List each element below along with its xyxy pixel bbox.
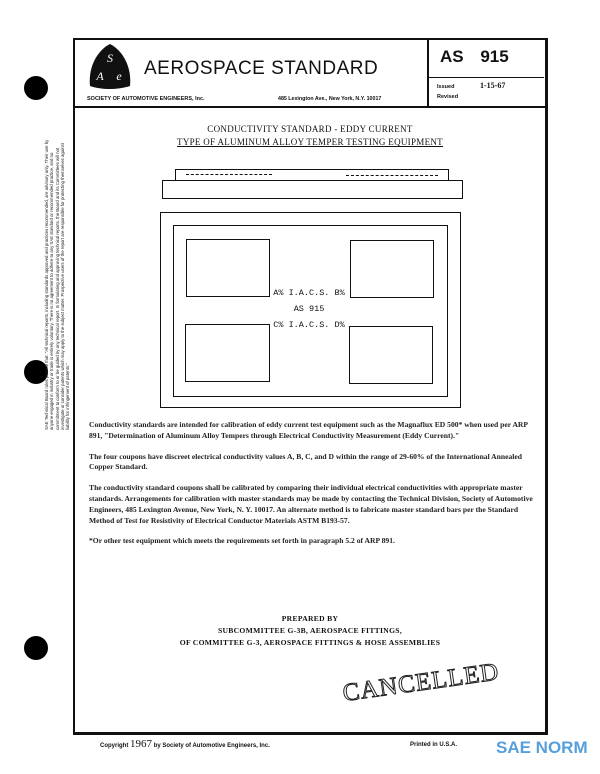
svg-text:A: A xyxy=(96,69,104,83)
title-line-2: TYPE OF ALUMINUM ALLOY TEMPER TESTING EQUIPMENT xyxy=(177,137,443,147)
body-text xyxy=(89,420,539,547)
sae-norm-watermark: SAE NORM xyxy=(496,738,588,757)
society-address: 485 Lexington Ave., New York, N.Y. 10017 xyxy=(278,96,382,102)
document-number: AS 915 xyxy=(440,47,509,66)
label-as915: AS 915 xyxy=(293,304,325,314)
header-divider xyxy=(73,106,545,108)
side-view-base xyxy=(162,180,463,199)
number-box-divider xyxy=(427,77,544,78)
issued-label: Issued xyxy=(437,84,455,90)
svg-text:e: e xyxy=(116,69,122,83)
label-a-b: A% I.A.C.S. B% xyxy=(273,288,345,298)
coupon-c xyxy=(185,324,270,382)
sae-logo xyxy=(86,42,134,90)
committee: OF COMMITTEE G-3, AEROSPACE FITTINGS & HOSE ASSEMBLIES xyxy=(179,638,441,647)
side-note-text: SAE Technical Board rules provide that: "All technical reports, including standards approved and practices recommended, are advisory only. Their use by anyone engaged in industry or trade is entirely voluntary. There is no agreement to adhere to any SAE standard or recommended practice, and no commitment to conform to or be guided by any technical report. In formulating and approving technical reports, the Board and its Committees will not investigate or consider patents which may apply to the subject matter. Prospective users of the report are responsible for protecting themselves against liability for infringement of patents." xyxy=(44,139,71,430)
hidden-line xyxy=(346,175,438,176)
label-c-d: C% I.A.C.S. D% xyxy=(273,320,345,330)
hidden-line xyxy=(186,174,272,175)
paragraph-footnote: *Or other test equipment which meets the requirements set forth in paragraph 5.2 of ARP 891. xyxy=(89,536,395,546)
subcommittee: SUBCOMMITTEE G-3B, AEROSPACE FITTINGS, xyxy=(217,626,403,635)
coupon-b xyxy=(350,240,434,298)
side-disclaimer xyxy=(44,130,70,430)
revised-label: Revised xyxy=(437,94,459,100)
society-name: SOCIETY OF AUTOMOTIVE ENGINEERS, Inc. xyxy=(87,96,205,102)
copyright xyxy=(100,738,270,750)
prepared-by: PREPARED BY xyxy=(281,614,339,623)
printed-in: Printed in U.S.A. xyxy=(410,742,458,748)
coupon-d xyxy=(349,326,433,384)
header-vertical-divider xyxy=(427,38,429,106)
punch-hole xyxy=(24,76,48,100)
title-line-1: CONDUCTIVITY STANDARD - EDDY CURRENT xyxy=(207,124,413,134)
copyright-prefix: Copyright xyxy=(100,743,129,749)
issued-date: 1-15-67 xyxy=(480,81,506,90)
svg-text:S: S xyxy=(107,51,113,65)
coupon-a xyxy=(186,239,270,297)
copyright-suffix: by Society of Automotive Engineers, Inc. xyxy=(153,743,270,749)
document-type-title: AEROSPACE STANDARD xyxy=(144,58,379,79)
cancelled-stamp: CANCELLED xyxy=(341,658,501,708)
copyright-year: 1967 xyxy=(130,738,153,750)
paragraph-coupons: The four coupons have discreet electrical conductivity values A, B, C, and D within the range of 29-60% of the International Annealed Copper Standard. xyxy=(89,451,522,472)
punch-hole xyxy=(24,636,48,660)
paragraph-intro: Conductivity standards are intended for calibration of eddy current test equipment such as the Magnaflux ED 500* when used per ARP 891, "Determination of Aluminum Alloy Tempers through Electrical Conductivity Measurement (Eddy Current)." xyxy=(89,420,528,440)
paragraph-calibration: The conductivity standard coupons shall be calibrated by comparing their individual electrical conductivities with appropriate master standards. Arrangements for calibration with master standards may be made by contacting the Technical Division, Society of Automotive Engineers, 485 Lexington Avenue, New York, N. Y. 10017. An alternate method is to fabricate master standard bars per the Standard Method of Test for Resistivity of Electrical Conductor Materials ASTM B193-57. xyxy=(89,483,533,525)
